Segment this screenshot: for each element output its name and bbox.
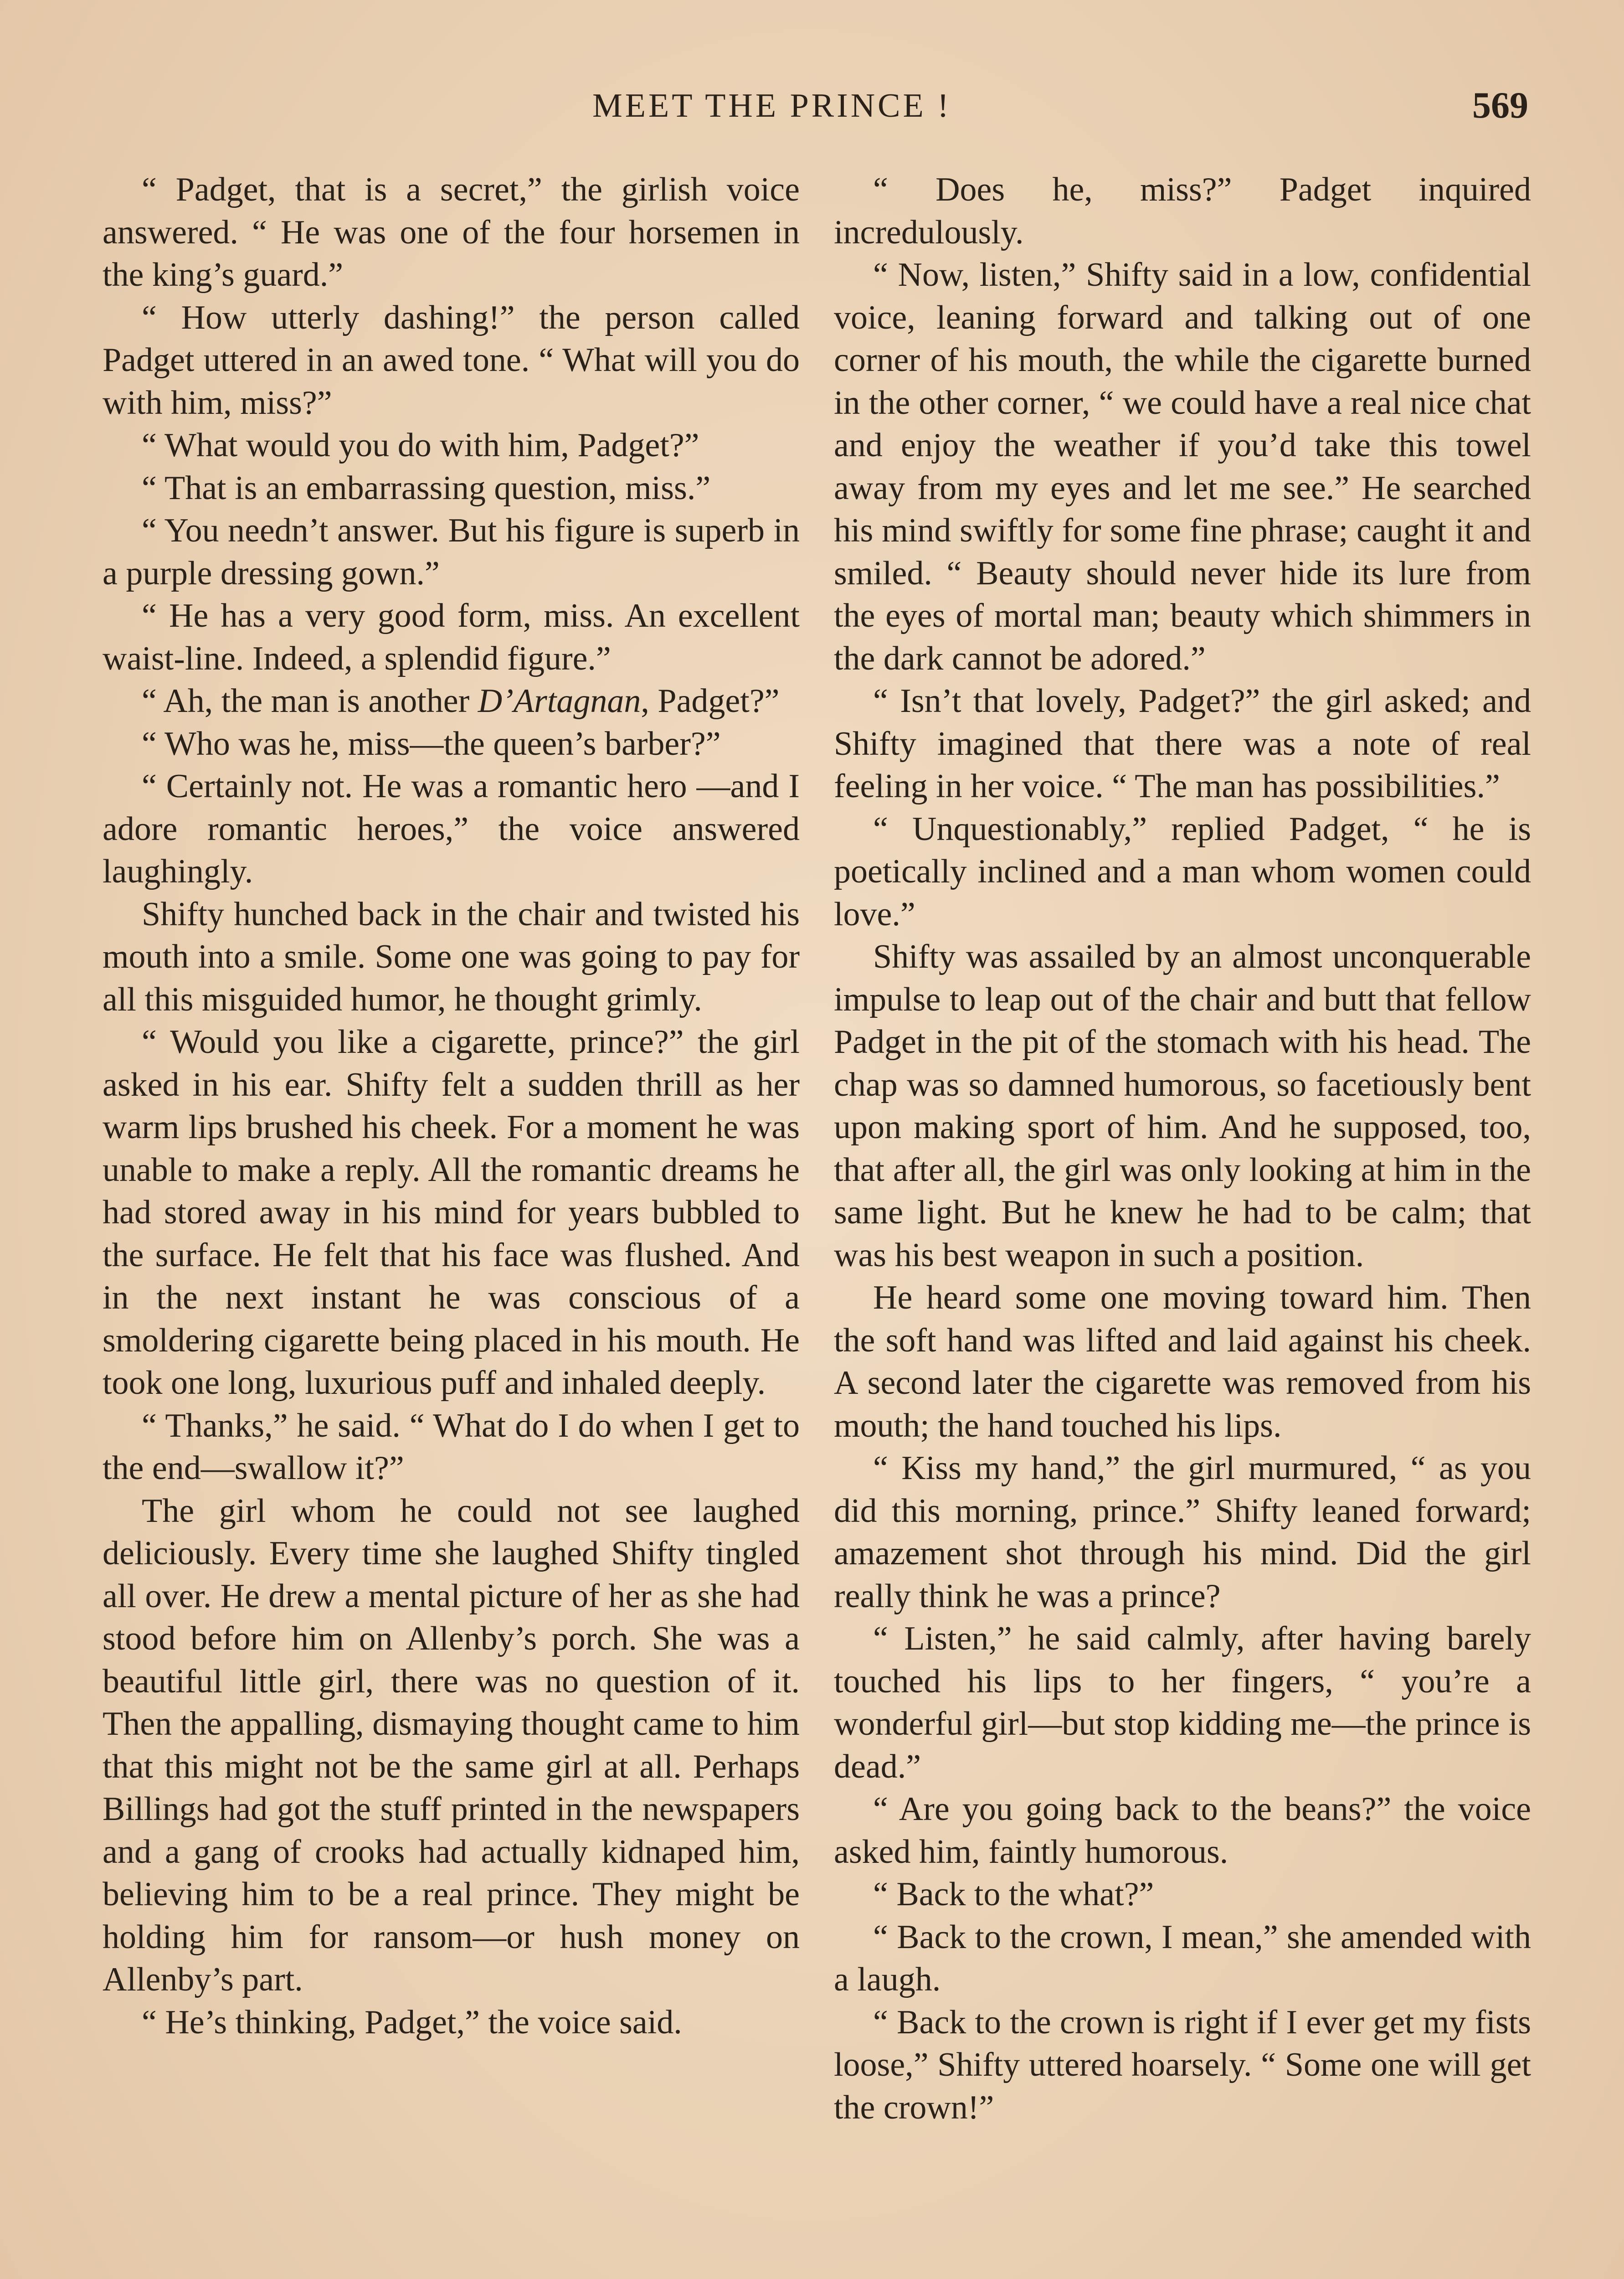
paragraph: “ He’s thinking, Padget,” the voice said.	[142, 2003, 682, 2041]
paragraph: “ Back to the what?”	[873, 1876, 1154, 1913]
paragraph: “ Now, listen,” Shifty said in a low, confidential voice, leaning forward and talking out of one corner of his mouth, the while the cigarette burned in the other corner, “ we could have a real nice chat and enjoy the weather if you’d take this towel away from my eyes and let me see.” He searched his mind swiftly for some fine phrase; caught it and smiled. “ Beauty should never hide its lure from the eyes of mortal man; beauty which shimmers in the dark cannot be adored.”	[834, 256, 1531, 677]
running-title: MEET THE PRINCE !	[592, 87, 951, 124]
paragraph: Shifty hunched back in the chair and twisted his mouth into a smile. Some one was going to pay for all this misguided humor, he thought grimly.	[103, 895, 800, 1018]
right-column	[834, 169, 1531, 2129]
paragraph: “ How utterly dashing!” the person called Padget uttered in an awed tone. “ What will you do with him, miss?”	[103, 299, 800, 422]
paragraph: “ Would you like a cigarette, prince?” the girl asked in his ear. Shifty felt a sudden thrill as her warm lips brushed his cheek. For a moment he was unable to make a reply. All the romantic dreams he had stored away in his mind for years bubbled to the surface. He felt that his face was flushed. And in the next instant he was conscious of a smoldering cigarette being placed in his mouth. He took one long, luxurious puff and inhaled deeply.	[103, 1023, 800, 1402]
paragraph: “ Ah, the man is another D’Artagnan, Padget?”	[142, 682, 780, 720]
paragraph: The girl whom he could not see laughed deliciously. Every time she laughed Shifty tingled all over. He drew a mental picture of her as she had stood before him on Allenby’s porch. She was a beautiful little girl, there was no question of it. Then the appalling, dismaying thought came to him that this might not be the same girl at all. Perhaps Billings had got the stuff printed in the newspapers and a gang of crooks had actually kidnaped him, believing him to be a real prince. They might be holding him for ransom—or hush money on Allenby’s part.	[103, 1492, 800, 1998]
page-number: 569	[1472, 84, 1528, 126]
paragraph: “ Unquestionably,” replied Padget, “ he is poetically inclined and a man whom women could love.”	[834, 810, 1531, 933]
paragraph: “ You needn’t answer. But his figure is superb in a purple dressing gown.”	[103, 512, 800, 592]
paragraph: “ Who was he, miss—the queen’s barber?”	[142, 725, 721, 763]
paragraph: “ Back to the crown is right if I ever get my fists loose,” Shifty uttered hoarsely. “ Some one will get the crown!”	[834, 2003, 1531, 2126]
paragraph: “ Are you going back to the beans?” the voice asked him, faintly humorous.	[834, 1790, 1531, 1871]
paragraph: “ That is an embarrassing question, miss.”	[142, 469, 711, 507]
paragraph: “ Does he, miss?” Padget inquired incredulously.	[834, 171, 1531, 251]
paragraph: “ Isn’t that lovely, Padget?” the girl asked; and Shifty imagined that there was a note of real feeling in her voice. “ The man has possibilities.”	[834, 682, 1531, 805]
left-column	[103, 169, 800, 2044]
paragraph: “ He has a very good form, miss. An excellent waist-line. Indeed, a splendid figure.”	[103, 597, 800, 677]
paragraph: He heard some one moving toward him. Then the soft hand was lifted and laid against his cheek. A second later the cigarette was removed from his mouth; the hand touched his lips.	[834, 1279, 1531, 1444]
paragraph: “ Listen,” he said calmly, after having barely touched his lips to her fingers, “ you’re a wonderful girl—but stop kidding me—the prince is dead.”	[834, 1620, 1531, 1785]
paragraph: “ Thanks,” he said. “ What do I do when I get to the end—swallow it?”	[103, 1407, 800, 1487]
paragraph: Shifty was assailed by an almost unconquerable impulse to leap out of the chair and butt that fellow Padget in the pit of the stomach with his head. The chap was so damned humorous, so facetiously bent upon making sport of him. And he supposed, too, that after all, the girl was only looking at him in the same light. But he knew he had to be calm; that was his best weapon in such a position.	[834, 938, 1531, 1274]
paragraph: “ Certainly not. He was a romantic hero —and I adore romantic heroes,” the voice answered laughingly.	[103, 768, 800, 890]
paragraph: “ What would you do with him, Padget?”	[142, 427, 699, 464]
paragraph: “ Back to the crown, I mean,” she amended with a laugh.	[834, 1918, 1531, 1998]
paragraph: “ Kiss my hand,” the girl murmured, “ as you did this morning, prince.” Shifty leaned forward; amazement shot through his mind. Did the girl really think he was a prince?	[834, 1449, 1531, 1615]
page-header	[0, 84, 1624, 137]
paragraph: “ Padget, that is a secret,” the girlish voice answered. “ He was one of the four horsemen in the king’s guard.”	[103, 171, 800, 294]
